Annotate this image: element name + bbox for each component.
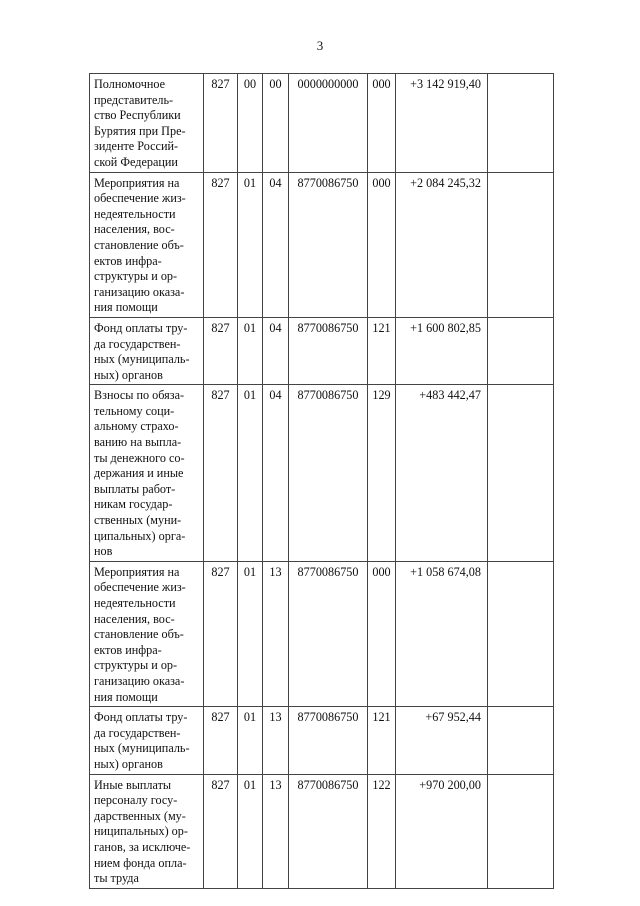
table-row [90,172,554,317]
cell-grbs-code: 827 [204,317,238,384]
cell-amount: +67 952,44 [396,707,488,774]
cell-target-article-code: 8770086750 [289,774,368,888]
cell-section-code: 00 [238,74,263,173]
cell-section-code: 01 [238,561,263,706]
row-name: Мероприятия на обеспечение жиз- недеятельности населения, вос- становление объ- ектов инфра- структуры и ор- ганизацию оказа- ния помощи [90,172,204,317]
table-row [90,385,554,562]
table-row [90,561,554,706]
cell-grbs-code: 827 [204,385,238,562]
cell-target-article-code: 8770086750 [289,172,368,317]
table-row [90,317,554,384]
cell-target-article-code: 8770086750 [289,317,368,384]
cell-grbs-code: 827 [204,561,238,706]
cell-subsection-code: 13 [263,561,289,706]
cell-grbs-code: 827 [204,74,238,173]
row-name: Взносы по обяза- тельному соци- альному страхо- ванию на выпла- ты денежного со- держания и иные выплаты работ- никам государ- ственных (муни- ципальных) орга- нов [90,385,204,562]
cell-subsection-code: 13 [263,774,289,888]
cell-amount: +1 600 802,85 [396,317,488,384]
row-name: Иные выплаты персоналу госу- дарственных (му- ниципальных) ор- ганов, за исключе- нием фонда опла- ты труда [90,774,204,888]
row-name: Фонд оплаты тру- да государствен- ных (муниципаль- ных) органов [90,707,204,774]
cell-empty [488,317,554,384]
cell-empty [488,385,554,562]
cell-subsection-code: 04 [263,172,289,317]
cell-grbs-code: 827 [204,707,238,774]
cell-amount: +483 442,47 [396,385,488,562]
cell-amount: +1 058 674,08 [396,561,488,706]
cell-target-article-code: 8770086750 [289,561,368,706]
cell-target-article-code: 0000000000 [289,74,368,173]
cell-expense-type-code: 121 [368,317,396,384]
cell-subsection-code: 04 [263,385,289,562]
cell-expense-type-code: 129 [368,385,396,562]
row-name: Фонд оплаты тру- да государствен- ных (муниципаль- ных) органов [90,317,204,384]
table-row [90,774,554,888]
cell-expense-type-code: 122 [368,774,396,888]
table-row [90,74,554,173]
cell-empty [488,172,554,317]
cell-amount: +3 142 919,40 [396,74,488,173]
cell-empty [488,707,554,774]
cell-subsection-code: 04 [263,317,289,384]
cell-section-code: 01 [238,317,263,384]
row-name: Мероприятия на обеспечение жиз- недеятельности населения, вос- становление объ- ектов инфра- структуры и ор- ганизацию оказа- ния помощи [90,561,204,706]
cell-expense-type-code: 121 [368,707,396,774]
table-row [90,707,554,774]
cell-section-code: 01 [238,774,263,888]
cell-target-article-code: 8770086750 [289,385,368,562]
cell-subsection-code: 00 [263,74,289,173]
cell-empty [488,74,554,173]
cell-empty [488,774,554,888]
cell-expense-type-code: 000 [368,172,396,317]
cell-section-code: 01 [238,385,263,562]
cell-expense-type-code: 000 [368,74,396,173]
budget-table [89,73,554,889]
cell-grbs-code: 827 [204,774,238,888]
cell-expense-type-code: 000 [368,561,396,706]
cell-amount: +2 084 245,32 [396,172,488,317]
row-name: Полномочное представитель- ство Республики Бурятия при Пре- зиденте Россий- ской Федерации [90,74,204,173]
cell-empty [488,561,554,706]
page-number: 3 [316,38,324,53]
cell-section-code: 01 [238,707,263,774]
cell-amount: +970 200,00 [396,774,488,888]
cell-grbs-code: 827 [204,172,238,317]
cell-section-code: 01 [238,172,263,317]
cell-target-article-code: 8770086750 [289,707,368,774]
cell-subsection-code: 13 [263,707,289,774]
